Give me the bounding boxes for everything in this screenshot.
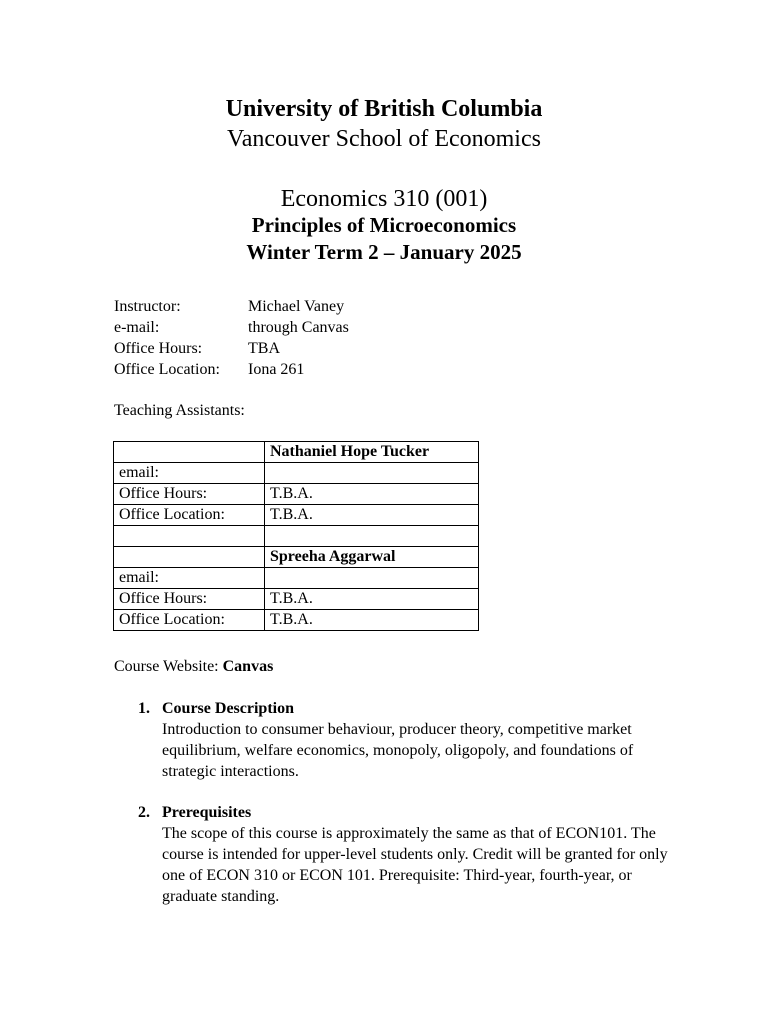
table-row: [114, 505, 479, 526]
table-cell: [265, 463, 479, 484]
course-name: Principles of Microeconomics: [251, 213, 517, 237]
table-cell: email:: [114, 463, 265, 484]
table-cell: email:: [114, 568, 265, 589]
table-cell: T.B.A.: [265, 484, 479, 505]
course-website: [114, 656, 273, 677]
course-code: Economics 310 (001): [280, 186, 488, 212]
table-row: [114, 589, 479, 610]
school-name: Vancouver School of Economics: [227, 126, 541, 152]
info-value: Michael Vaney: [248, 298, 345, 315]
section-number: 1.: [138, 700, 150, 717]
table-cell: Office Hours:: [114, 589, 265, 610]
info-label: Instructor:: [114, 298, 181, 315]
info-row-office-location: [114, 359, 349, 380]
table-row: [114, 610, 479, 631]
info-value: Iona 261: [248, 361, 305, 378]
info-label: Office Hours:: [114, 340, 203, 357]
info-value: through Canvas: [248, 319, 349, 336]
teaching-assistants-table: [113, 441, 479, 631]
teaching-assistants-heading: Teaching Assistants:: [114, 402, 245, 419]
section-title: Course Description: [162, 700, 294, 717]
section-text: The scope of this course is approximately the same as that of ECON101. The course is intended for upper-level students only. Credit will be granted for only one of ECON 310 or ECON 101. Prerequisite: Third-year, fourth-year, or graduate standing.: [162, 825, 668, 905]
info-row-instructor: [114, 296, 349, 317]
table-cell: T.B.A.: [265, 610, 479, 631]
info-label: e-mail:: [114, 319, 160, 336]
info-label: Office Location:: [114, 361, 220, 378]
university-name: University of British Columbia: [225, 96, 543, 122]
table-cell: Office Location:: [114, 610, 265, 631]
table-row: [114, 463, 479, 484]
ta-name: Spreeha Aggarwal: [265, 547, 479, 568]
section-course-description: [138, 698, 678, 782]
table-cell: [114, 526, 265, 547]
table-row: [114, 484, 479, 505]
table-row: [114, 547, 479, 568]
section-title: Prerequisites: [162, 804, 252, 821]
table-row: [114, 442, 479, 463]
ta-name: Nathaniel Hope Tucker: [265, 442, 479, 463]
table-cell: [265, 568, 479, 589]
info-value: TBA: [248, 340, 280, 357]
table-cell: Office Location:: [114, 505, 265, 526]
section-number: 2.: [138, 804, 150, 821]
section-text: Introduction to consumer behaviour, producer theory, competitive market equilibrium, welfare economics, monopoly, oligopoly, and foundations of strategic interactions.: [162, 721, 634, 780]
instructor-info: [114, 296, 349, 380]
table-cell: T.B.A.: [265, 589, 479, 610]
info-row-office-hours: [114, 338, 349, 359]
table-cell: Office Hours:: [114, 484, 265, 505]
table-cell: T.B.A.: [265, 505, 479, 526]
table-row: [114, 568, 479, 589]
table-cell: [114, 442, 265, 463]
table-cell: [265, 526, 479, 547]
table-cell: [114, 547, 265, 568]
section-prerequisites: [138, 802, 678, 907]
table-row: [114, 526, 479, 547]
course-term: Winter Term 2 – January 2025: [246, 240, 522, 264]
info-row-email: [114, 317, 349, 338]
course-website-value: Canvas: [222, 658, 274, 675]
course-website-label: Course Website:: [114, 658, 223, 675]
